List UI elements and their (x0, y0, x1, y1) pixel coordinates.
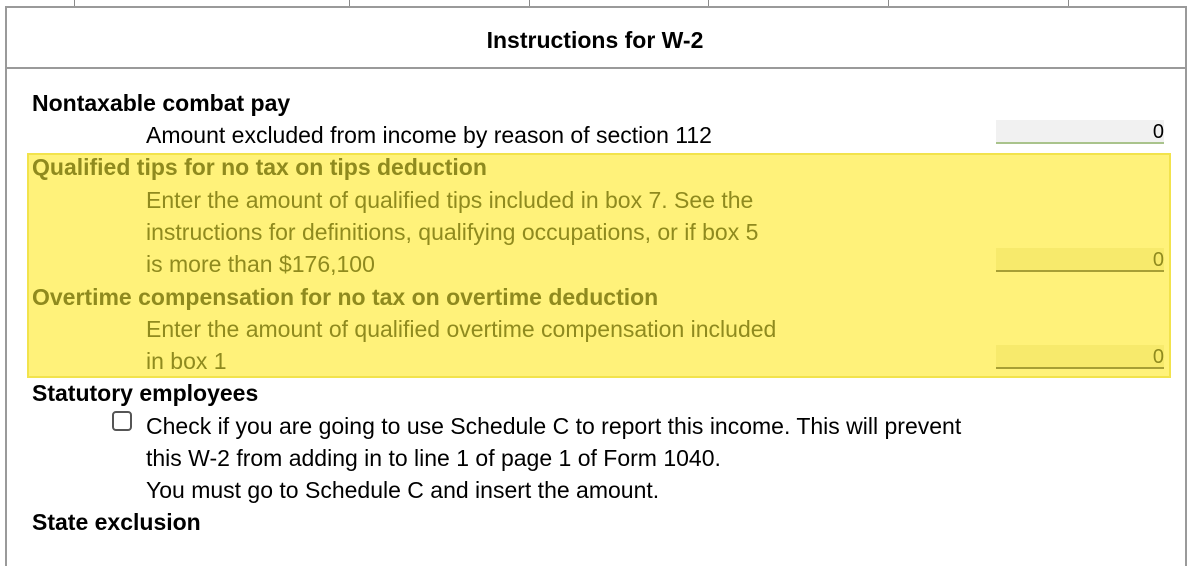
state-exclusion-heading: State exclusion (32, 509, 201, 535)
tips-instruction-line: instructions for definitions, qualifying occupations, or if box 5 (146, 219, 759, 245)
page-title: Instructions for W-2 (486, 27, 704, 53)
combat-pay-heading: Nontaxable combat pay (32, 90, 291, 116)
statutory-heading: Statutory employees (32, 380, 259, 406)
tips-heading: Qualified tips for no tax on tips deduction (32, 154, 487, 180)
statutory-instruction-line: Check if you are going to use Schedule C to report this income. This will prevent (146, 413, 962, 439)
combat-pay-label: Amount excluded from income by reason of section 112 (146, 122, 712, 148)
overtime-instruction-line: Enter the amount of qualified overtime compensation included (146, 316, 777, 342)
schedule-c-checkbox[interactable] (112, 411, 132, 431)
overtime-amount-field[interactable]: 0 (996, 345, 1164, 369)
overtime-instruction-line: in box 1 (146, 348, 227, 374)
statutory-instruction-line: You must go to Schedule C and insert the amount. (146, 477, 660, 503)
tips-instruction-line: Enter the amount of qualified tips included in box 7. See the (146, 187, 754, 213)
tips-instruction-line: is more than $176,100 (146, 251, 375, 277)
statutory-instruction-line: this W-2 from adding in to line 1 of page 1 of Form 1040. (146, 445, 721, 471)
combat-pay-amount-field[interactable]: 0 (996, 120, 1164, 144)
qualified-tips-amount-field[interactable]: 0 (996, 248, 1164, 272)
title-bar (5, 6, 1185, 69)
overtime-heading: Overtime compensation for no tax on overtime deduction (32, 284, 659, 310)
